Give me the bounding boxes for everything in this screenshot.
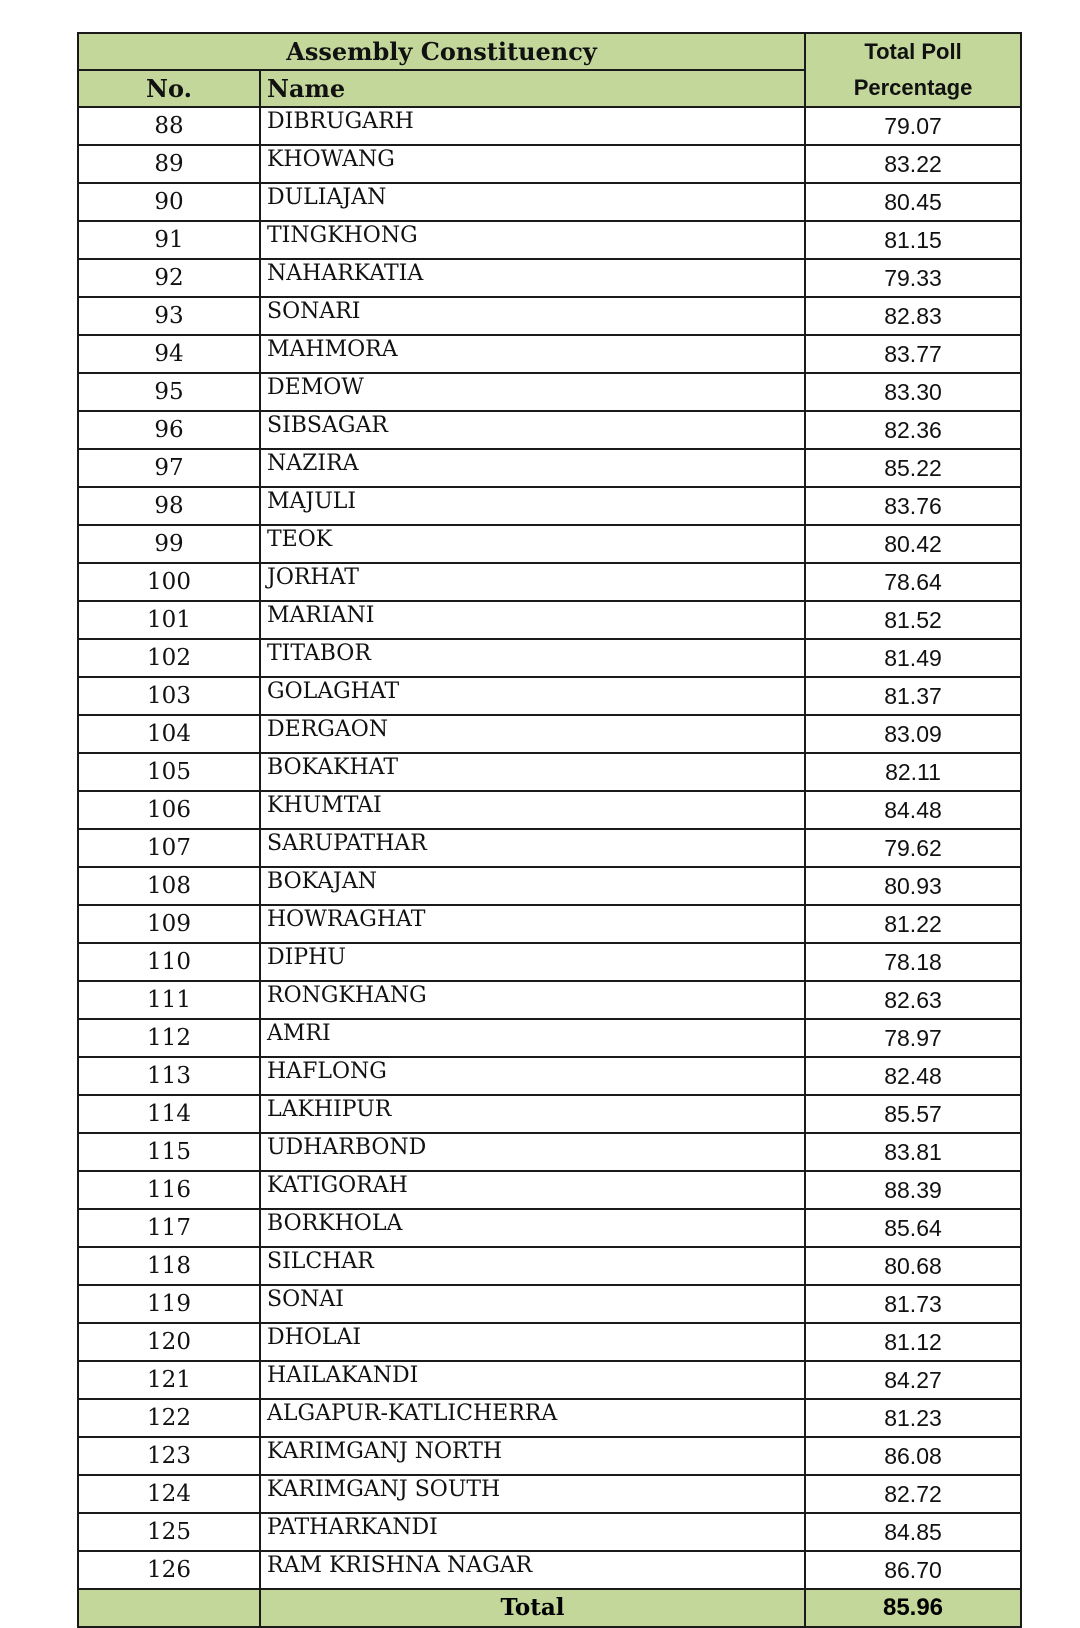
table-row xyxy=(78,1361,1021,1399)
constituency-name: LAKHIPUR xyxy=(260,1095,805,1133)
constituency-number: 117 xyxy=(78,1209,260,1247)
constituency-number: 89 xyxy=(78,145,260,183)
constituency-name: RAM KRISHNA NAGAR xyxy=(260,1551,805,1589)
table-row xyxy=(78,1475,1021,1513)
table-row xyxy=(78,487,1021,525)
header-row-top xyxy=(78,33,1021,70)
table-row xyxy=(78,563,1021,601)
constituency-number: 102 xyxy=(78,639,260,677)
constituency-number: 122 xyxy=(78,1399,260,1437)
poll-percentage: 84.27 xyxy=(805,1361,1021,1399)
poll-percentage: 80.93 xyxy=(805,867,1021,905)
table-row xyxy=(78,1209,1021,1247)
constituency-name: SIBSAGAR xyxy=(260,411,805,449)
constituency-number: 95 xyxy=(78,373,260,411)
constituency-number: 107 xyxy=(78,829,260,867)
total-row xyxy=(78,1589,1021,1627)
table-row xyxy=(78,1247,1021,1285)
total-empty-cell xyxy=(78,1589,260,1627)
constituency-number: 96 xyxy=(78,411,260,449)
constituency-number: 99 xyxy=(78,525,260,563)
poll-percentage: 83.30 xyxy=(805,373,1021,411)
constituency-number: 105 xyxy=(78,753,260,791)
poll-percentage-table xyxy=(77,32,1022,1628)
constituency-number: 90 xyxy=(78,183,260,221)
poll-percentage: 82.63 xyxy=(805,981,1021,1019)
table-row xyxy=(78,943,1021,981)
table-row xyxy=(78,1437,1021,1475)
table-row xyxy=(78,1399,1021,1437)
poll-percentage: 85.57 xyxy=(805,1095,1021,1133)
constituency-number: 123 xyxy=(78,1437,260,1475)
constituency-name: HOWRAGHAT xyxy=(260,905,805,943)
constituency-name: BOKAKHAT xyxy=(260,753,805,791)
poll-percentage: 86.08 xyxy=(805,1437,1021,1475)
constituency-number: 115 xyxy=(78,1133,260,1171)
constituency-name: PATHARKANDI xyxy=(260,1513,805,1551)
constituency-number: 110 xyxy=(78,943,260,981)
table-row xyxy=(78,411,1021,449)
constituency-name: TEOK xyxy=(260,525,805,563)
constituency-number: 91 xyxy=(78,221,260,259)
constituency-name: HAFLONG xyxy=(260,1057,805,1095)
table-row xyxy=(78,1551,1021,1589)
table-row xyxy=(78,335,1021,373)
pct-header-line1: Total Poll xyxy=(864,39,962,64)
poll-percentage: 80.68 xyxy=(805,1247,1021,1285)
table-body xyxy=(78,107,1021,1589)
table-row xyxy=(78,145,1021,183)
table-row xyxy=(78,753,1021,791)
poll-percentage: 81.49 xyxy=(805,639,1021,677)
poll-percentage: 81.23 xyxy=(805,1399,1021,1437)
constituency-number: 106 xyxy=(78,791,260,829)
poll-percentage: 86.70 xyxy=(805,1551,1021,1589)
constituency-name: DERGAON xyxy=(260,715,805,753)
constituency-name: UDHARBOND xyxy=(260,1133,805,1171)
table-row xyxy=(78,1057,1021,1095)
no-column-header: No. xyxy=(78,70,260,107)
poll-percentage: 79.33 xyxy=(805,259,1021,297)
table-row xyxy=(78,715,1021,753)
table-row xyxy=(78,373,1021,411)
constituency-name: DHOLAI xyxy=(260,1323,805,1361)
poll-percentage: 83.81 xyxy=(805,1133,1021,1171)
poll-percentage: 79.07 xyxy=(805,107,1021,145)
constituency-number: 97 xyxy=(78,449,260,487)
table-row xyxy=(78,449,1021,487)
constituency-name: KHUMTAI xyxy=(260,791,805,829)
constituency-number: 98 xyxy=(78,487,260,525)
total-poll-percentage-header xyxy=(805,33,1021,107)
constituency-name: KATIGORAH xyxy=(260,1171,805,1209)
poll-percentage: 85.64 xyxy=(805,1209,1021,1247)
constituency-number: 119 xyxy=(78,1285,260,1323)
constituency-number: 100 xyxy=(78,563,260,601)
poll-percentage: 81.12 xyxy=(805,1323,1021,1361)
poll-percentage: 81.15 xyxy=(805,221,1021,259)
table-row xyxy=(78,1285,1021,1323)
table-row xyxy=(78,525,1021,563)
constituency-number: 109 xyxy=(78,905,260,943)
constituency-name: SILCHAR xyxy=(260,1247,805,1285)
constituency-number: 101 xyxy=(78,601,260,639)
constituency-number: 126 xyxy=(78,1551,260,1589)
constituency-name: NAZIRA xyxy=(260,449,805,487)
constituency-number: 116 xyxy=(78,1171,260,1209)
poll-percentage: 78.64 xyxy=(805,563,1021,601)
constituency-name: DEMOW xyxy=(260,373,805,411)
constituency-name: TINGKHONG xyxy=(260,221,805,259)
constituency-number: 111 xyxy=(78,981,260,1019)
table-row xyxy=(78,829,1021,867)
table-row xyxy=(78,1171,1021,1209)
table-row xyxy=(78,601,1021,639)
constituency-number: 104 xyxy=(78,715,260,753)
poll-percentage: 82.36 xyxy=(805,411,1021,449)
constituency-number: 88 xyxy=(78,107,260,145)
constituency-name: SONARI xyxy=(260,297,805,335)
poll-percentage: 80.42 xyxy=(805,525,1021,563)
constituency-name: KARIMGANJ NORTH xyxy=(260,1437,805,1475)
pct-header-line2: Percentage xyxy=(853,75,973,100)
table-row xyxy=(78,297,1021,335)
constituency-number: 112 xyxy=(78,1019,260,1057)
constituency-name: MARIANI xyxy=(260,601,805,639)
table-row xyxy=(78,259,1021,297)
constituency-number: 113 xyxy=(78,1057,260,1095)
poll-percentage: 81.37 xyxy=(805,677,1021,715)
poll-percentage: 84.48 xyxy=(805,791,1021,829)
poll-percentage: 85.22 xyxy=(805,449,1021,487)
table-row xyxy=(78,1095,1021,1133)
constituency-name: KHOWANG xyxy=(260,145,805,183)
constituency-name: MAHMORA xyxy=(260,335,805,373)
total-label: Total xyxy=(260,1589,805,1627)
constituency-number: 114 xyxy=(78,1095,260,1133)
table-row xyxy=(78,981,1021,1019)
poll-percentage: 78.97 xyxy=(805,1019,1021,1057)
constituency-name: MAJULI xyxy=(260,487,805,525)
table-row xyxy=(78,183,1021,221)
constituency-name: KARIMGANJ SOUTH xyxy=(260,1475,805,1513)
constituency-name: RONGKHANG xyxy=(260,981,805,1019)
constituency-name: DULIAJAN xyxy=(260,183,805,221)
table-row xyxy=(78,867,1021,905)
constituency-name: ALGAPUR-KATLICHERRA xyxy=(260,1399,805,1437)
table-row xyxy=(78,107,1021,145)
constituency-name: SARUPATHAR xyxy=(260,829,805,867)
constituency-number: 120 xyxy=(78,1323,260,1361)
constituency-name: DIPHU xyxy=(260,943,805,981)
poll-percentage: 83.22 xyxy=(805,145,1021,183)
poll-percentage: 82.72 xyxy=(805,1475,1021,1513)
table-row xyxy=(78,639,1021,677)
constituency-number: 121 xyxy=(78,1361,260,1399)
constituency-name: TITABOR xyxy=(260,639,805,677)
assembly-constituency-header: Assembly Constituency xyxy=(78,33,805,70)
poll-percentage: 81.52 xyxy=(805,601,1021,639)
constituency-name: JORHAT xyxy=(260,563,805,601)
constituency-number: 103 xyxy=(78,677,260,715)
table-row xyxy=(78,1133,1021,1171)
poll-percentage: 88.39 xyxy=(805,1171,1021,1209)
constituency-number: 108 xyxy=(78,867,260,905)
constituency-name: DIBRUGARH xyxy=(260,107,805,145)
poll-percentage: 79.62 xyxy=(805,829,1021,867)
constituency-number: 93 xyxy=(78,297,260,335)
constituency-number: 92 xyxy=(78,259,260,297)
constituency-name: HAILAKANDI xyxy=(260,1361,805,1399)
poll-percentage: 83.76 xyxy=(805,487,1021,525)
poll-percentage: 82.11 xyxy=(805,753,1021,791)
poll-percentage: 82.83 xyxy=(805,297,1021,335)
constituency-name: BOKAJAN xyxy=(260,867,805,905)
constituency-name: GOLAGHAT xyxy=(260,677,805,715)
table-row xyxy=(78,1513,1021,1551)
constituency-name: AMRI xyxy=(260,1019,805,1057)
table-row xyxy=(78,677,1021,715)
poll-percentage: 83.09 xyxy=(805,715,1021,753)
total-value: 85.96 xyxy=(805,1589,1021,1627)
table-row xyxy=(78,221,1021,259)
name-column-header: Name xyxy=(260,70,805,107)
constituency-name: BORKHOLA xyxy=(260,1209,805,1247)
constituency-name: SONAI xyxy=(260,1285,805,1323)
poll-percentage: 78.18 xyxy=(805,943,1021,981)
table-row xyxy=(78,791,1021,829)
table-row xyxy=(78,1323,1021,1361)
poll-percentage: 80.45 xyxy=(805,183,1021,221)
constituency-number: 94 xyxy=(78,335,260,373)
constituency-name: NAHARKATIA xyxy=(260,259,805,297)
poll-percentage: 81.73 xyxy=(805,1285,1021,1323)
poll-percentage: 81.22 xyxy=(805,905,1021,943)
poll-percentage: 84.85 xyxy=(805,1513,1021,1551)
table-row xyxy=(78,905,1021,943)
table-row xyxy=(78,1019,1021,1057)
poll-percentage: 82.48 xyxy=(805,1057,1021,1095)
constituency-number: 124 xyxy=(78,1475,260,1513)
constituency-number: 118 xyxy=(78,1247,260,1285)
constituency-number: 125 xyxy=(78,1513,260,1551)
poll-percentage: 83.77 xyxy=(805,335,1021,373)
